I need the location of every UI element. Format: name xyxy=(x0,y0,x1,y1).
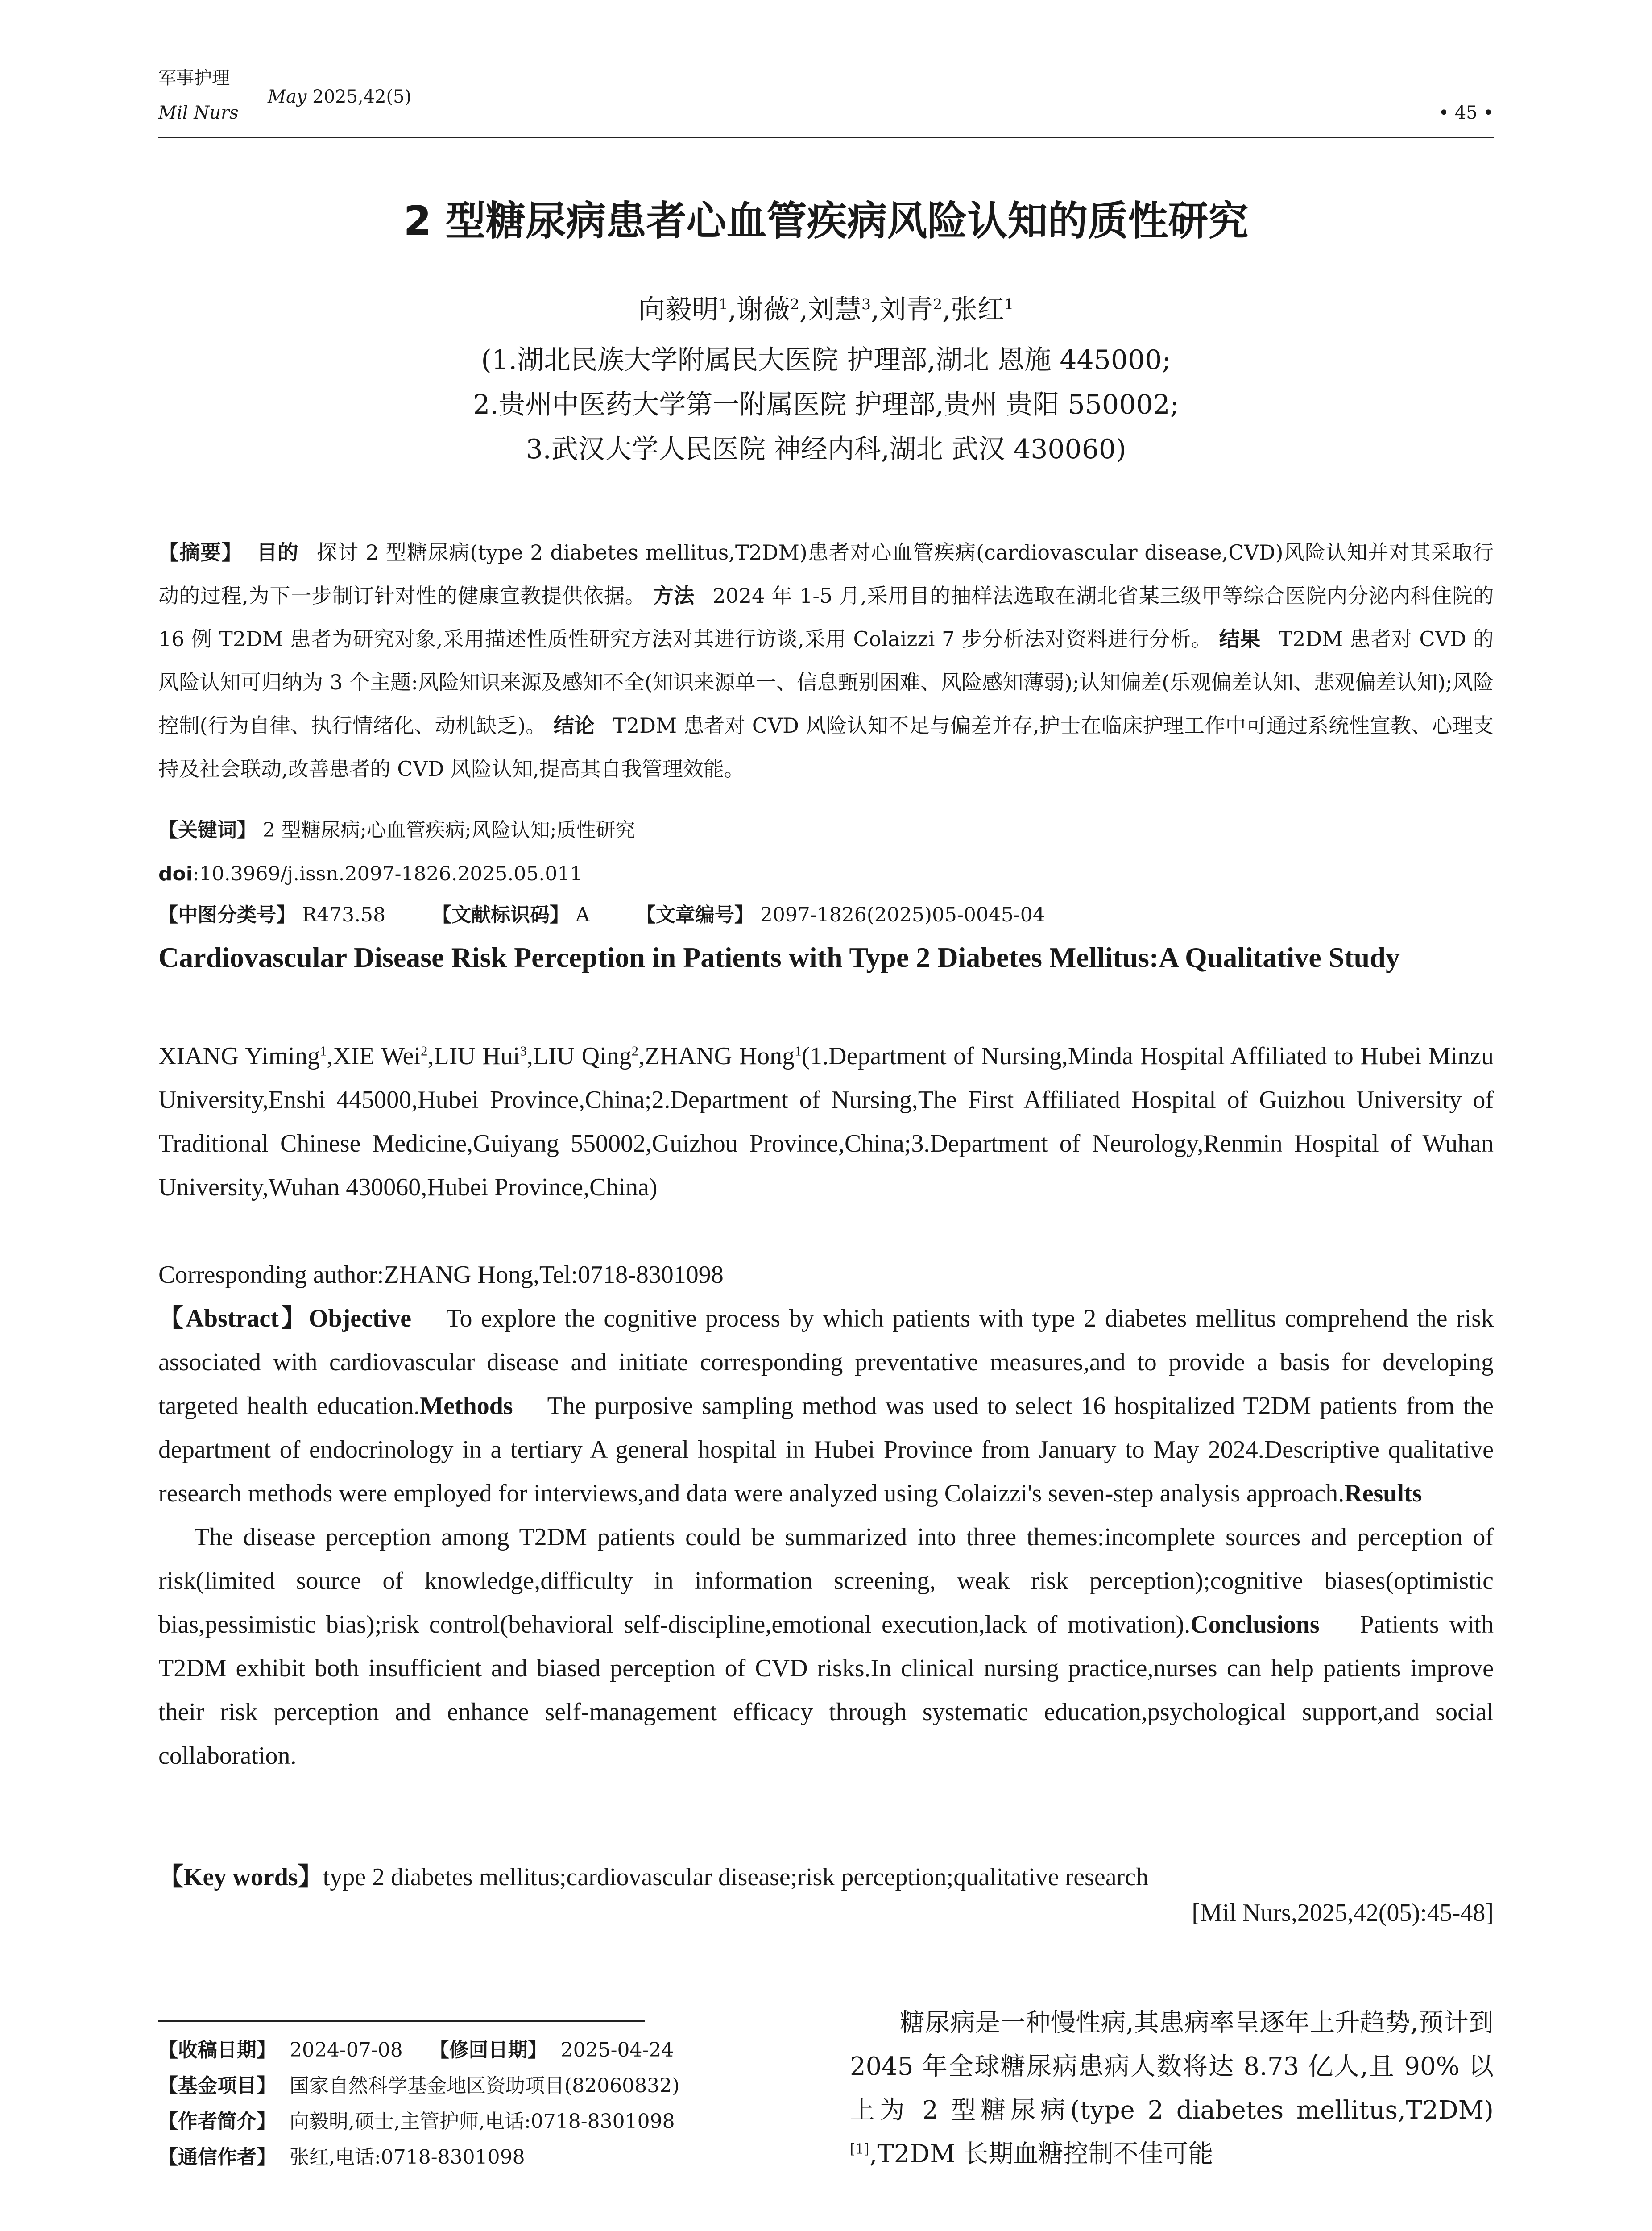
keywords-cn xyxy=(158,817,1494,843)
issue-info xyxy=(268,86,411,108)
conclusions-label-en: Conclusions xyxy=(1190,1611,1320,1638)
objective-label-en: Objective xyxy=(308,1305,412,1332)
doi-label: doi xyxy=(158,863,193,885)
author-name: XIE Wei xyxy=(333,1042,421,1070)
english-affiliations: (1.Department of Nursing,Minda Hospital Affiliated to Hubei Minzu University,Enshi 445000,Hubei Province,China;2.Department of Nursing,The First Affiliated Hospital of Guizhou University of Traditional Chinese Medicine,Guiyang 550002,Guizhou Province,China;3.Department of Neurology,Renmin Hospital of Wuhan University,Wuhan 430060,Hubei Province,China) xyxy=(158,1042,1494,1201)
footnote-author xyxy=(158,2104,783,2140)
article-title: 2 型糖尿病患者心血管疾病风险认知的质性研究 xyxy=(403,198,1249,245)
classification-line xyxy=(158,902,1494,928)
doi-line xyxy=(158,861,1494,887)
body-text-column xyxy=(850,2001,1494,2176)
author-affiliation-mark: 1 xyxy=(1004,295,1014,313)
author-name: 向毅明 xyxy=(638,294,719,325)
article-number-label: 【文章编号】 xyxy=(636,904,754,926)
author-name: LIU Qing xyxy=(533,1042,632,1070)
clc-value: R473.58 xyxy=(302,904,386,926)
abstract-en-label: 【Abstract】 xyxy=(158,1305,309,1332)
issue-month: May xyxy=(268,87,307,107)
citation: [Mil Nurs,2025,42(05):45-48] xyxy=(1192,1899,1494,1927)
author-bio-label: 【作者简介】 xyxy=(158,2110,276,2133)
footnote-corresponding xyxy=(158,2140,783,2175)
author-name: 刘青 xyxy=(879,294,933,325)
header-rule xyxy=(158,137,1494,138)
objective-text: 探讨 2 型糖尿病(type 2 diabetes mellitus,T2DM)患者对心血管疾病(cardiovascular disease,CVD)风险认知并对其采取行动的过程,为下一步制订针对性的健康宣教提供依据。 xyxy=(158,540,1494,608)
body-paragraph xyxy=(850,2001,1494,2176)
footnotes xyxy=(158,2032,783,2175)
received-date: 2024-07-08 xyxy=(290,2039,403,2061)
affiliation-line: 2.贵州中医药大学第一附属医院 护理部,贵州 贵阳 550002; xyxy=(473,389,1179,420)
footnote-rule xyxy=(158,2020,645,2022)
conclusion-text: T2DM 患者对 CVD 风险认知不足与偏差并存,护士在临床护理工作中可通过系统性宣教、心理支持及社会联动,改善患者的 CVD 风险认知,提高其自我管理效能。 xyxy=(158,713,1494,781)
author-affiliation-mark: 2 xyxy=(933,295,943,313)
footnote-fund xyxy=(158,2068,783,2104)
abstract-cn xyxy=(158,531,1494,791)
fund-label: 【基金项目】 xyxy=(158,2074,276,2097)
received-label: 【收稿日期】 xyxy=(158,2039,276,2061)
affiliation-line: (1.湖北民族大学附属民大医院 护理部,湖北 恩施 445000; xyxy=(481,344,1171,376)
journal-name: 军事护理 xyxy=(158,68,230,88)
footnote-dates xyxy=(158,2032,783,2068)
english-author-block xyxy=(158,1034,1494,1209)
author-list: 向毅明$^1$,谢薇$^2$,刘慧$^3$,刘青$^2$,张红$^1$ xyxy=(638,294,1014,325)
doi-value: :10.3969/j.issn.2097-1826.2025.05.011 xyxy=(192,863,583,885)
conclusion-label: 结论 xyxy=(553,713,595,738)
methods-text: 2024 年 1-5 月,采用目的抽样法选取在湖北省某三级甲等综合医院内分泌内科住院的 16 例 T2DM 患者为研究对象,采用描述性质性研究方法对其进行访谈,采用 Colaizzi 7 步分析法对资料进行分析。 xyxy=(158,584,1494,651)
keywords-label: 【关键词】 xyxy=(158,819,257,842)
author-name: XIANG Yiming xyxy=(158,1042,320,1070)
issue-volume: 2025,42(5) xyxy=(306,87,412,107)
journal-abbreviation: Mil Nurs xyxy=(158,103,239,123)
body-text: ,T2DM 长期血糖控制不佳可能 xyxy=(869,2140,1213,2169)
abstract-en-continued xyxy=(158,1515,1494,1778)
page-number: • 45 • xyxy=(1438,103,1494,123)
corresponding-text: 张红,电话:0718-8301098 xyxy=(290,2146,525,2169)
author-bio-text: 向毅明,硕士,主管护师,电话:0718-8301098 xyxy=(290,2110,675,2133)
author-name: 刘慧 xyxy=(808,294,861,325)
author-name: 谢薇 xyxy=(736,294,790,325)
author-affiliation-mark: 1 xyxy=(718,295,728,313)
corresponding-author: Corresponding author:ZHANG Hong,Tel:0718-8301098 xyxy=(158,1261,724,1289)
clc-label: 【中图分类号】 xyxy=(158,904,296,926)
revised-date: 2025-04-24 xyxy=(560,2039,674,2061)
conclusions-text-en: Patients with T2DM exhibit both insufficient and biased perception of CVD risks.In clinical nursing practice,nurses can help patients improve their risk perception and enhance self-management efficacy through systematic education,psychological support,and social collaboration. xyxy=(158,1611,1494,1770)
abstract-en xyxy=(158,1297,1494,1515)
fund-text: 国家自然科学基金地区资助项目(82060832) xyxy=(290,2074,680,2097)
body-text: 糖尿病是一种慢性病,其患病率呈逐年上升趋势,预计到 2045 年全球糖尿病患病人数将达 8.73 亿人,且 90% 以上为 2 型糖尿病(type 2 diabetes mellitus,T2DM) xyxy=(850,2008,1494,2125)
results-text-en: The disease perception among T2DM patients could be summarized into three themes:incomplete sources and perception of risk(limited source of knowledge,difficulty in information screening, weak risk perception);cognitive biases(optimistic bias,pessimistic bias);risk control(behavioral self-discipline,emotional execution,lack of motivation). xyxy=(158,1523,1494,1638)
corresponding-label: 【通信作者】 xyxy=(158,2146,276,2169)
doc-code-value: A xyxy=(576,904,590,926)
author-name: 张红 xyxy=(951,294,1005,325)
objective-text-en: To explore the cognitive process by which patients with type 2 diabetes mellitus comprehend the risk associated with cardiovascular disease and initiate corresponding preventative measures,and to provide a basis for developing targeted health education. xyxy=(158,1305,1494,1420)
affiliation-line: 3.武汉大学人民医院 神经内科,湖北 武汉 430060) xyxy=(526,434,1126,465)
author-name: LIU Hui xyxy=(434,1042,520,1070)
english-author-list: XIANG Yiming$^1$,XIE Wei$^2$,LIU Hui$^3$,LIU Qing$^2$,ZHANG Hong$^1$ xyxy=(158,1042,802,1070)
author-name: ZHANG Hong xyxy=(645,1042,795,1070)
author-affiliation-mark: 2 xyxy=(631,1043,639,1059)
author-affiliation-mark: 2 xyxy=(790,295,799,313)
author-affiliation-mark: 1 xyxy=(319,1043,327,1059)
author-affiliation-mark: 2 xyxy=(421,1043,428,1059)
article-number-value: 2097-1826(2025)05-0045-04 xyxy=(760,904,1045,926)
results-text: T2DM 患者对 CVD 的风险认知可归纳为 3 个主题:风险知识来源及感知不全(知识来源单一、信息甄别困难、风险感知薄弱);认知偏差(乐观偏差认知、悲观偏差认知);风险控制(行为自律、执行情绪化、动机缺乏)。 xyxy=(158,627,1494,738)
keywords-en xyxy=(158,1855,1494,1899)
author-affiliation-mark: 1 xyxy=(795,1043,802,1059)
abstract-label: 【摘要】 xyxy=(158,540,243,564)
objective-label: 目的 xyxy=(257,540,299,564)
doc-code-label: 【文献标识码】 xyxy=(432,904,570,926)
author-affiliation-mark: 3 xyxy=(861,295,871,313)
author-affiliation-mark: 3 xyxy=(520,1043,527,1059)
english-title: Cardiovascular Disease Risk Perception in Patients with Type 2 Diabetes Mellitus:A Qualitative Study xyxy=(158,941,1400,973)
methods-label-en: Methods xyxy=(420,1392,513,1420)
keywords-en-label: 【Key words】 xyxy=(158,1863,323,1891)
results-label-en: Results xyxy=(1344,1480,1422,1507)
reference-mark: [1] xyxy=(850,2141,869,2157)
revised-label: 【修回日期】 xyxy=(429,2039,547,2061)
methods-label: 方法 xyxy=(653,584,695,608)
keywords-en-text: type 2 diabetes mellitus;cardiovascular disease;risk perception;qualitative research xyxy=(323,1863,1149,1891)
keywords-text: 2 型糖尿病;心血管疾病;风险认知;质性研究 xyxy=(263,819,635,842)
results-label: 结果 xyxy=(1219,627,1261,651)
methods-text-en: The purposive sampling method was used to select 16 hospitalized T2DM patients from the department of endocrinology in a tertiary A general hospital in Hubei Province from January to May 2024.Descriptive qualitative research methods were employed for interviews,and data were analyzed using Colaizzi's seven-step analysis approach. xyxy=(158,1392,1494,1507)
